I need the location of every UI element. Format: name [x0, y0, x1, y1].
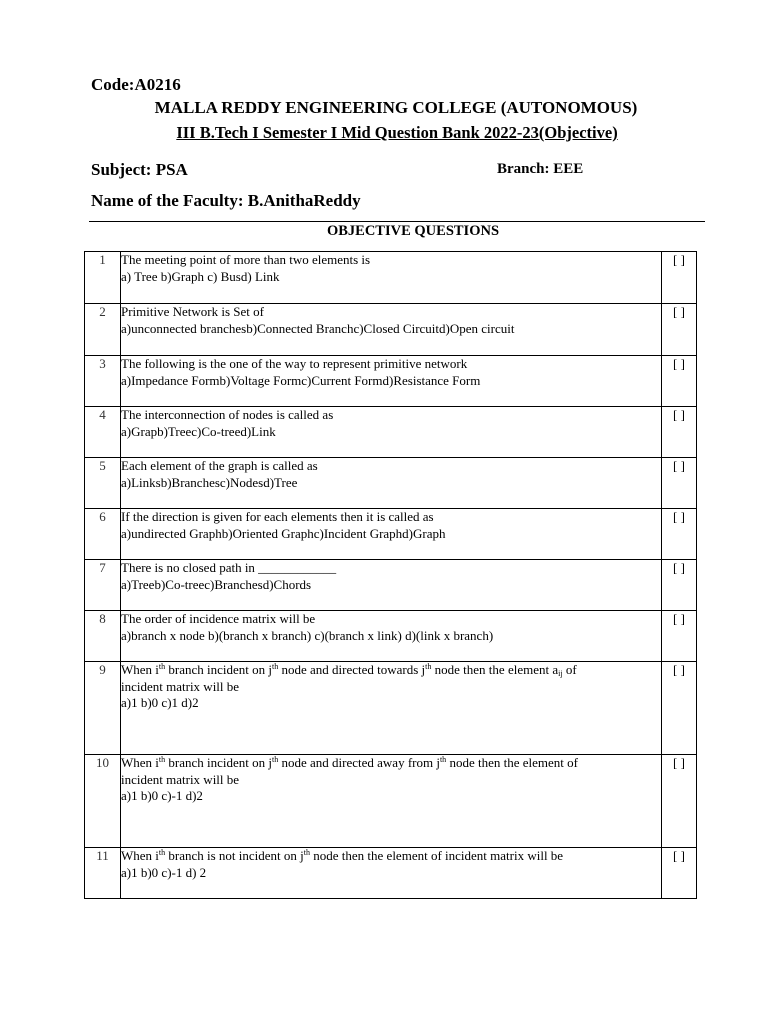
section-title: OBJECTIVE QUESTIONS — [326, 223, 500, 239]
question-number: 8 — [85, 611, 121, 662]
superscript: th — [272, 662, 279, 671]
question-text: Primitive Network is Set of — [121, 304, 264, 319]
faculty-name: Name of the Faculty: B.AnithaReddy — [91, 191, 361, 210]
question-cell — [121, 848, 662, 899]
question-cell — [121, 509, 662, 560]
answer-box: [ ] — [662, 848, 697, 899]
question-text: The interconnection of nodes is called as — [121, 407, 334, 422]
question-options: a)unconnected branchesb)Connected Branchc)Closed Circuitd)Open circuit — [121, 320, 515, 336]
answer-box: [ ] — [662, 509, 697, 560]
table-row — [85, 509, 697, 560]
question-text-part: node then the element of — [446, 755, 578, 770]
question-text-part: node and directed away from j — [278, 755, 440, 770]
superscript: th — [425, 662, 432, 671]
question-text: Each element of the graph is called as — [121, 458, 318, 473]
question-number: 5 — [85, 458, 121, 509]
question-text-part: branch incident on j — [165, 662, 272, 677]
college-name: MALLA REDDY ENGINEERING COLLEGE (AUTONOMOUS) — [154, 98, 638, 117]
answer-box: [ ] — [662, 662, 697, 755]
question-cell — [121, 560, 662, 611]
table-row — [85, 848, 697, 899]
question-options: a)1 b)0 c)-1 d)2 — [121, 788, 203, 803]
header-divider — [89, 221, 705, 222]
question-number: 6 — [85, 509, 121, 560]
question-options: a)1 b)0 c)1 d)2 — [121, 695, 199, 710]
answer-box: [ ] — [662, 755, 697, 848]
answer-box: [ ] — [662, 458, 697, 509]
question-text-part: branch is not incident on j — [165, 848, 304, 863]
superscript: th — [272, 755, 279, 764]
subject-label: Subject: PSA — [91, 160, 188, 179]
question-text — [121, 848, 661, 865]
question-options: a)1 b)0 c)-1 d) 2 — [121, 864, 207, 880]
answer-box: [ ] — [662, 304, 697, 356]
question-cell — [121, 662, 662, 755]
question-cell — [121, 304, 662, 356]
answer-box: [ ] — [662, 560, 697, 611]
table-row — [85, 662, 697, 755]
question-number: 4 — [85, 407, 121, 458]
table-row — [85, 560, 697, 611]
question-cell — [121, 755, 662, 848]
superscript: th — [158, 755, 166, 764]
question-text-continued: incident matrix will be — [121, 678, 240, 694]
question-number: 7 — [85, 560, 121, 611]
question-number: 10 — [85, 755, 121, 848]
question-number: 9 — [85, 662, 121, 755]
table-row — [85, 611, 697, 662]
document-code: Code:A0216 — [91, 75, 181, 94]
question-options: a)Treeb)Co-treec)Branchesd)Chords — [121, 576, 312, 592]
question-text-part: branch incident on j — [165, 755, 272, 770]
table-row — [85, 356, 697, 407]
question-text-part: node and directed towards j — [278, 662, 426, 677]
question-cell — [121, 356, 662, 407]
table-row — [85, 304, 697, 356]
question-options: a)branch x node b)(branch x branch) c)(branch x link) d)(link x branch) — [121, 627, 494, 643]
questions-table — [84, 251, 697, 899]
question-text-continued: incident matrix will be — [121, 771, 240, 787]
superscript: th — [303, 848, 311, 857]
question-number: 11 — [85, 848, 121, 899]
question-text-part: When i — [121, 662, 159, 677]
question-cell — [121, 252, 662, 304]
question-number: 3 — [85, 356, 121, 407]
question-text-part: node then the element a — [431, 662, 559, 677]
answer-box: [ ] — [662, 252, 697, 304]
question-options: a)Impedance Formb)Voltage Formc)Current Formd)Resistance Form — [121, 372, 481, 388]
question-text: The order of incidence matrix will be — [121, 611, 316, 626]
question-text: If the direction is given for each elements then it is called as — [121, 509, 434, 524]
question-text-part: When i — [121, 848, 159, 863]
question-options: a)Grapb)Treec)Co-treed)Link — [121, 423, 276, 439]
superscript: th — [158, 848, 166, 857]
answer-box: [ ] — [662, 356, 697, 407]
table-row — [85, 252, 697, 304]
question-text — [121, 755, 661, 772]
superscript: th — [158, 662, 166, 671]
question-text-part: of — [562, 662, 577, 677]
question-options: a)undirected Graphb)Oriented Graphc)Incident Graphd)Graph — [121, 525, 446, 541]
question-text: There is no closed path in ____________ — [121, 560, 337, 575]
answer-box: [ ] — [662, 611, 697, 662]
question-options: a)Linksb)Branchesc)Nodesd)Tree — [121, 474, 298, 490]
answer-box: [ ] — [662, 407, 697, 458]
question-text-part: node then the element of incident matrix will be — [310, 848, 564, 863]
question-options: a) Tree b)Graph c) Busd) Link — [121, 268, 280, 284]
table-row — [85, 458, 697, 509]
question-text — [121, 662, 661, 679]
question-text-part: When i — [121, 755, 159, 770]
question-cell — [121, 458, 662, 509]
question-cell — [121, 611, 662, 662]
subscript: ij — [558, 669, 563, 678]
question-text: The following is the one of the way to represent primitive network — [121, 356, 468, 371]
question-cell — [121, 407, 662, 458]
question-number: 1 — [85, 252, 121, 304]
question-text: The meeting point of more than two elements is — [121, 252, 371, 267]
table-row — [85, 407, 697, 458]
table-row — [85, 755, 697, 848]
question-number: 2 — [85, 304, 121, 356]
branch-label: Branch: EEE — [497, 161, 584, 177]
question-bank-title: III B.Tech I Semester I Mid Question Bank 2022-23(Objective) — [176, 123, 618, 142]
superscript: th — [439, 755, 447, 764]
